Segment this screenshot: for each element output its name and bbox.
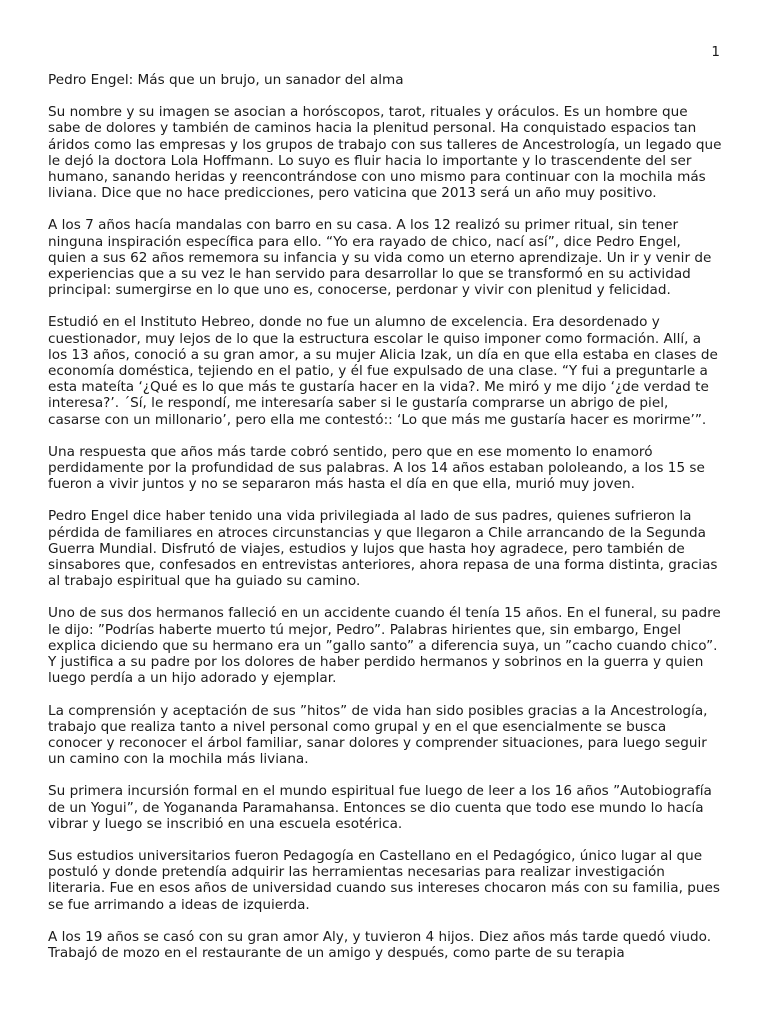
paragraph: La comprensión y aceptación de sus ”hitos” de vida han sido posibles gracias a la Ancestrología, trabajo que realiza tanto a nivel personal como grupal y en el que esencialmente se busca conocer y reconocer el árbol familiar, sanar dolores y comprender situaciones, para luego seguir un camino con la mochila más liviana. <box>48 702 708 768</box>
paragraph: Su primera incursión formal en el mundo espiritual fue luego de leer a los 16 años ”Autobiografía de un Yogui”, de Yogananda Paramahansa. Entonces se dio cuenta que todo ese mundo lo hacía vibrar y luego se inscribió en una escuela esotérica. <box>48 783 712 832</box>
paragraph: Estudió en el Instituto Hebreo, donde no fue un alumno de excelencia. Era desordenado y cuestionador, muy lejos de lo que la estructura escolar le quiso imponer como formación. Allí, a los 13 años, conoció a su gran amor, a su mujer Alicia Izak, un día en que ella estaba en clases de economía doméstica, tejiendo en el patio, y él fue expulsado de una clase. “Y fui a preguntarle a esta mateíta ‘¿Qué es lo que más te gustaría hacer en la vida?. Me miró y me dijo ‘¿de verdad te interesa?’. ´Sí, le respondí, me interesaría saber si le gustaría comprarse un abrigo de piel, casarse con un millonario’, pero ella me contestó:: ‘Lo que más me gustaría hacer es morirme’”. <box>48 314 718 428</box>
page-number: 1 <box>711 44 720 60</box>
paragraph: A los 7 años hacía mandalas con barro en su casa. A los 12 realizó su primer ritual, sin tener ninguna inspiración específica para ello. “Yo era rayado de chico, nací así”, dice Pedro Engel, quien a sus 62 años rememora su infancia y su vida como un eterno aprendizaje. Un ir y venir de experiencias que a su vez le han servido para desarrollar lo que se transformó en su actividad principal: sumergirse en lo que uno es, conocerse, perdonar y vivir con plenitud y felicidad. <box>48 217 712 299</box>
paragraph: Su nombre y su imagen se asocian a horóscopos, tarot, rituales y oráculos. Es un hombre que sabe de dolores y también de caminos hacia la plenitud personal. Ha conquistado espacios tan áridos como las empresas y los grupos de trabajo con sus talleres de Ancestrología, un legado que le dejó la doctora Lola Hoffmann. Lo suyo es fluir hacia lo importante y lo trascendente del ser humano, sanando heridas y reencontrándose con uno mismo para continuar con la mochila más liviana. Dice que no hace predicciones, pero vaticina que 2013 será un año muy positivo. <box>48 104 722 202</box>
paragraph: A los 19 años se casó con su gran amor Aly, y tuvieron 4 hijos. Diez años más tarde quedó viudo. Trabajó de mozo en el restaurante de un amigo y después, como parte de su terapia <box>48 928 712 961</box>
paragraph: Sus estudios universitarios fueron Pedagogía en Castellano en el Pedagógico, único lugar al que postuló y donde pretendía adquirir las herramientas necesarias para realizar investigación literaria. Fue en esos años de universidad cuando sus intereses chocaron más con su familia, pues se fue arrimando a ideas de izquierda. <box>48 847 720 913</box>
article-title: Pedro Engel: Más que un brujo, un sanador del alma <box>48 72 404 88</box>
paragraph: Uno de sus dos hermanos falleció en un accidente cuando él tenía 15 años. En el funeral, su padre le dijo: ”Podrías haberte muerto tú mejor, Pedro”. Palabras hirientes que, sin embargo, Engel explica diciendo que su hermano era un ”gallo santo” a diferencia suya, un ”cacho cuando chico”. Y justifica a su padre por los dolores de haber perdido hermanos y sobrinos en la guerra y quien luego perdía a un hijo adorado y ejemplar. <box>48 605 721 687</box>
paragraph: Una respuesta que años más tarde cobró sentido, pero que en ese momento lo enamoró perdidamente por la profundidad de sus palabras. A los 14 años estaban pololeando, a los 15 se fueron a vivir juntos y no se separaron más hasta el día en que ella, murió muy joven. <box>48 443 705 493</box>
document-body <box>48 72 723 977</box>
paragraph: Pedro Engel dice haber tenido una vida privilegiada al lado de sus padres, quienes sufrieron la pérdida de familiares en atroces circunstancias y que llegaron a Chile arrancando de la Segunda Guerra Mundial. Disfrutó de viajes, estudios y lujos que hasta hoy agradece, pero también de sinsabores que, confesados en entrevistas anteriores, ahora repasa de una forma distinta, gracias al trabajo espiritual que ha guiado su camino. <box>48 508 718 590</box>
